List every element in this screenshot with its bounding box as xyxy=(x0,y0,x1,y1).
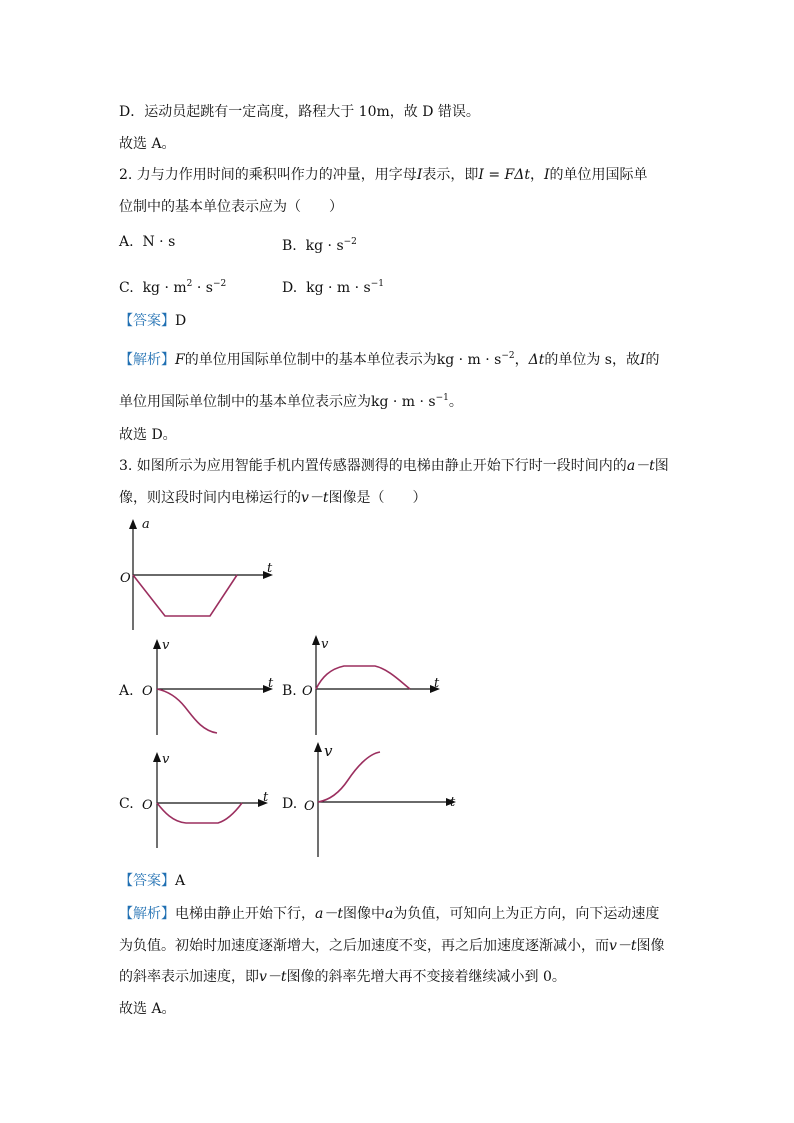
arrow-icon xyxy=(153,752,161,762)
text: 图 xyxy=(654,458,669,474)
exponent: −2 xyxy=(501,351,515,361)
a-t-graph xyxy=(115,515,280,635)
axis-label-v: v xyxy=(162,752,170,767)
axis-label-t: t xyxy=(267,561,273,576)
axis-label-t: t xyxy=(268,676,274,691)
axis-label-t: t xyxy=(434,676,440,691)
text: 的 xyxy=(645,352,660,368)
axis-label-v: v xyxy=(324,742,333,760)
answer-line xyxy=(119,311,186,331)
exponent: −2 xyxy=(212,279,227,289)
symbol-f: F xyxy=(175,352,185,368)
analysis-line-1 xyxy=(119,904,659,924)
option-value: kg · s xyxy=(305,238,344,254)
formula: I = FΔt xyxy=(478,167,530,183)
option-letter: B. xyxy=(282,238,297,254)
a-t-curve xyxy=(133,575,237,616)
exponent: −1 xyxy=(435,393,449,403)
origin-label: O xyxy=(120,571,131,586)
symbol-vt: v－t xyxy=(609,938,637,954)
v-t-curve-a xyxy=(157,689,217,733)
v-t-curve-b xyxy=(316,666,410,689)
option-letter: A. xyxy=(119,234,134,250)
origin-label: O xyxy=(142,684,153,699)
question-3-line-1 xyxy=(119,456,669,476)
text: 的单位用国际单 xyxy=(549,167,648,183)
symbol-at: a－t xyxy=(626,458,655,474)
text: 电梯由静止开始下行， xyxy=(175,906,315,922)
analysis-tag: 【解析】 xyxy=(119,906,175,922)
text: 图像中 xyxy=(342,906,385,922)
analysis-tag: 【解析】 xyxy=(119,352,175,368)
symbol-i: I xyxy=(640,352,646,368)
text: 表示，即 xyxy=(422,167,479,183)
axis-label-v: v xyxy=(321,637,329,652)
question-3-line-2 xyxy=(119,488,427,508)
text: ， xyxy=(529,167,544,183)
exponent: 2 xyxy=(186,279,193,289)
option-d xyxy=(282,274,384,298)
origin-label: O xyxy=(304,799,315,814)
symbol-i: I xyxy=(416,167,423,183)
v-t-curve-c xyxy=(157,803,242,823)
analysis-line-2 xyxy=(119,388,463,412)
exponent: −2 xyxy=(343,237,357,247)
formula: kg · m · s xyxy=(436,352,502,368)
text: 图像是（ ） xyxy=(328,490,427,506)
symbol-vt: v－t xyxy=(259,969,287,985)
option-value: kg · m xyxy=(142,280,187,296)
symbol-dt: Δt xyxy=(528,352,545,368)
text: 像，则这段时间内电梯运行的 xyxy=(119,490,301,506)
text: 图像的斜率先增大再不变接着继续减小到 0。 xyxy=(286,969,566,985)
text: 。 xyxy=(448,394,463,410)
graph-option-c xyxy=(140,748,280,853)
arrow-icon xyxy=(314,742,322,752)
text: 为负值。初始时加速度逐渐增大，之后加速度不变，再之后加速度逐渐减小，而 xyxy=(119,938,609,954)
axis-label-t: t xyxy=(263,790,269,805)
graph-option-b xyxy=(300,635,445,740)
text-line: 故选 A。 xyxy=(119,136,176,152)
analysis-line-2 xyxy=(119,936,665,956)
axis-label-a: a xyxy=(142,517,150,532)
graph-option-a-label: A. xyxy=(119,683,134,699)
exponent: −1 xyxy=(370,279,384,289)
answer-value: A xyxy=(175,873,186,889)
text: 的斜率表示加速度，即 xyxy=(119,969,259,985)
option-value: · s xyxy=(192,280,213,296)
graph-option-a xyxy=(140,635,280,740)
graph-option-c-label: C. xyxy=(119,796,134,812)
text-line: 故选 A。 xyxy=(119,1001,176,1017)
text: 单位用国际单位制中的基本单位表示应为 xyxy=(119,394,371,410)
symbol-i: I xyxy=(543,167,550,183)
option-c xyxy=(119,274,226,298)
arrow-icon xyxy=(129,519,137,529)
answer-line xyxy=(119,871,185,891)
text: ， xyxy=(514,352,529,368)
text: 的单位为 s，故 xyxy=(544,352,640,368)
text: 2. 力与力作用时间的乘积叫作力的冲量，用字母 xyxy=(119,167,417,183)
option-a xyxy=(119,232,175,252)
graph-option-d xyxy=(302,740,462,860)
analysis-line-1 xyxy=(119,346,660,370)
formula: kg · m · s xyxy=(371,394,436,410)
arrow-icon xyxy=(312,635,320,645)
answer-value: D xyxy=(175,313,187,329)
option-value: N · s xyxy=(142,234,176,250)
text: 3. 如图所示为应用智能手机内置传感器测得的电梯由静止开始下行时一段时间内的 xyxy=(119,458,627,474)
option-letter: D. xyxy=(282,280,298,296)
option-letter: C. xyxy=(119,280,134,296)
axis-label-v: v xyxy=(162,638,170,653)
question-2-line-2: 位制中的基本单位表示应为（ ） xyxy=(119,199,343,215)
graph-option-b-label: B. xyxy=(282,683,297,699)
question-2-line-1 xyxy=(119,165,648,185)
analysis-line-3 xyxy=(119,967,566,987)
answer-tag: 【答案】 xyxy=(119,873,175,889)
axis-label-t: t xyxy=(450,795,456,810)
text: 的单位用国际单位制中的基本单位表示为 xyxy=(184,352,437,368)
graph-option-d-label: D. xyxy=(282,796,298,812)
symbol-at: a－t xyxy=(315,906,343,922)
text-line: 故选 D。 xyxy=(119,427,177,443)
text: 图像 xyxy=(636,938,665,954)
arrow-icon xyxy=(153,639,161,649)
text-line: D．运动员起跳有一定高度，路程大于 10m，故 D 错误。 xyxy=(119,104,480,120)
answer-tag: 【答案】 xyxy=(119,313,175,329)
text: 为负值，可知向上为正方向，向下运动速度 xyxy=(393,906,660,922)
option-value: kg · m · s xyxy=(306,280,371,296)
origin-label: O xyxy=(302,684,313,699)
option-b xyxy=(282,232,357,256)
symbol-vt: v－t xyxy=(301,490,329,506)
symbol-a: a xyxy=(384,906,394,922)
origin-label: O xyxy=(142,798,153,813)
